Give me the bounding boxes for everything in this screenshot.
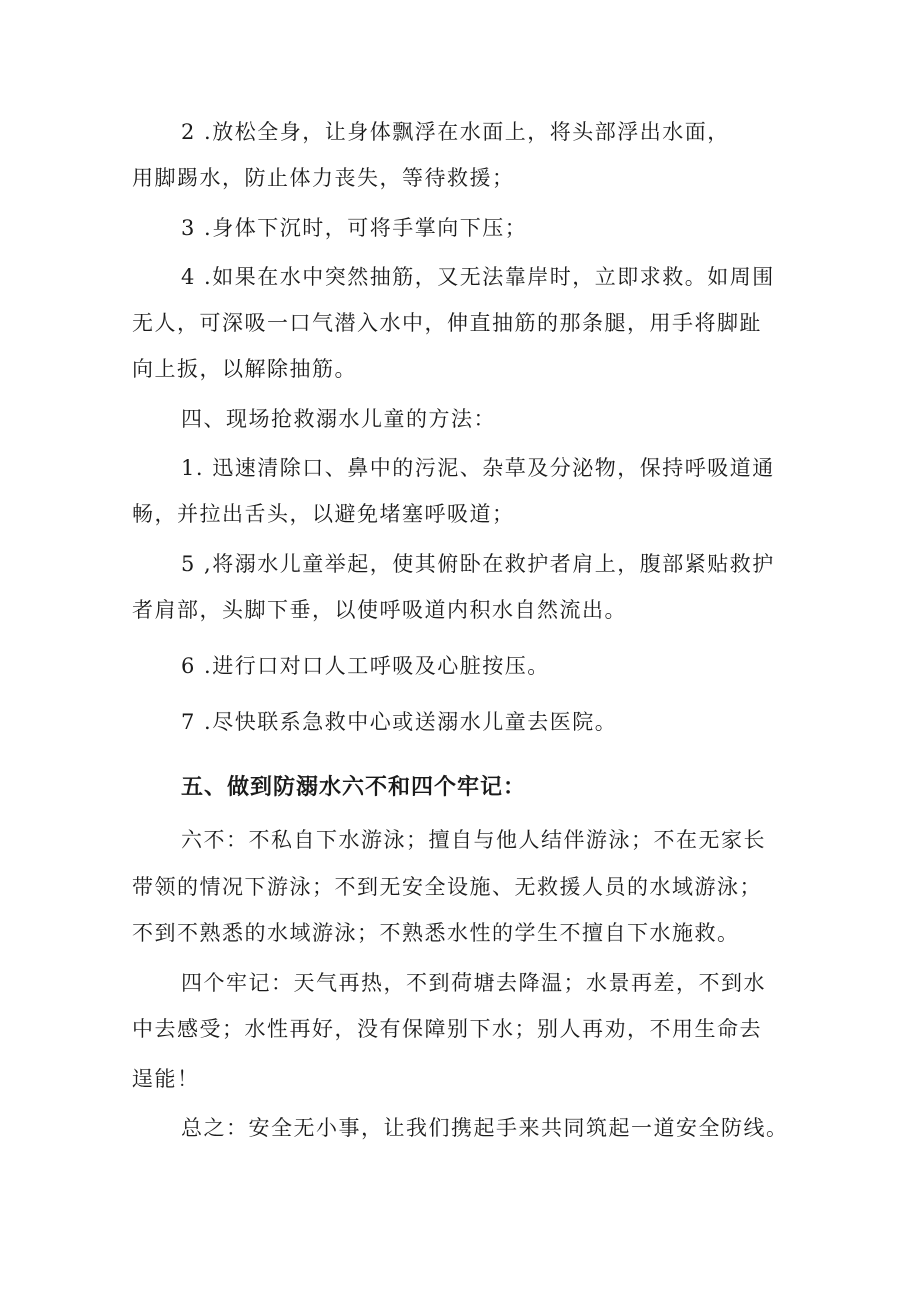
paragraph-line: 5 ,将溺水儿童举起，使其俯卧在救护者肩上，腹部紧贴救护 [181,552,775,576]
paragraph-line: 六不：不私自下水游泳；擅自与他人结伴游泳；不在无家长 [181,828,766,852]
paragraph-line: 不到不熟悉的水域游泳；不熟悉水性的学生不擅自下水施救。 [132,921,740,945]
paragraph-line: 者肩部，头脚下垂，以使呼吸道内积水自然流出。 [132,598,627,622]
paragraph-line: 带领的情况下游泳；不到无安全设施、无救援人员的水域游泳； [132,875,762,899]
paragraph-line: 6 .进行口对口人工呼吸及心脏按压。 [181,654,550,678]
section-heading-bold: 五、做到防溺水六不和四个牢记： [181,775,527,800]
paragraph-line: 用脚踢水，防止体力丧失，等待救援； [132,166,515,190]
paragraph-line: 四个牢记：天气再热，不到荷塘去降温；水景再差，不到水 [181,971,766,995]
paragraph-line: 4 .如果在水中突然抽筋，又无法靠岸时，立即求救。如周围 [181,265,775,289]
section-heading: 四、现场抢救溺水儿童的方法： [181,407,496,431]
paragraph-line: 总之：安全无小事，让我们携起手来共同筑起一道安全防线。 [181,1116,789,1140]
paragraph-line: 1. 迅速清除口、鼻中的污泥、杂草及分泌物，保持呼吸道通 [181,456,775,480]
paragraph-line: 向上扳，以解除抽筋。 [132,357,357,381]
paragraph-line: 逞能！ [132,1067,200,1091]
paragraph-line: 2 .放松全身，让身体飘浮在水面上，将头部浮出水面， [181,120,730,144]
paragraph-line: 7 .尽快联系急救中心或送溺水儿童去医院。 [181,710,618,734]
paragraph-line: 3 .身体下沉时，可将手掌向下压； [181,216,528,240]
paragraph-line: 中去感受；水性再好，没有保障别下水；别人再劝，不用生命去 [132,1017,762,1041]
paragraph-line: 畅，并拉出舌头，以避免堵塞呼吸道； [132,502,515,526]
paragraph-line: 无人，可深吸一口气潜入水中，伸直抽筋的那条腿，用手将脚趾 [132,311,762,335]
